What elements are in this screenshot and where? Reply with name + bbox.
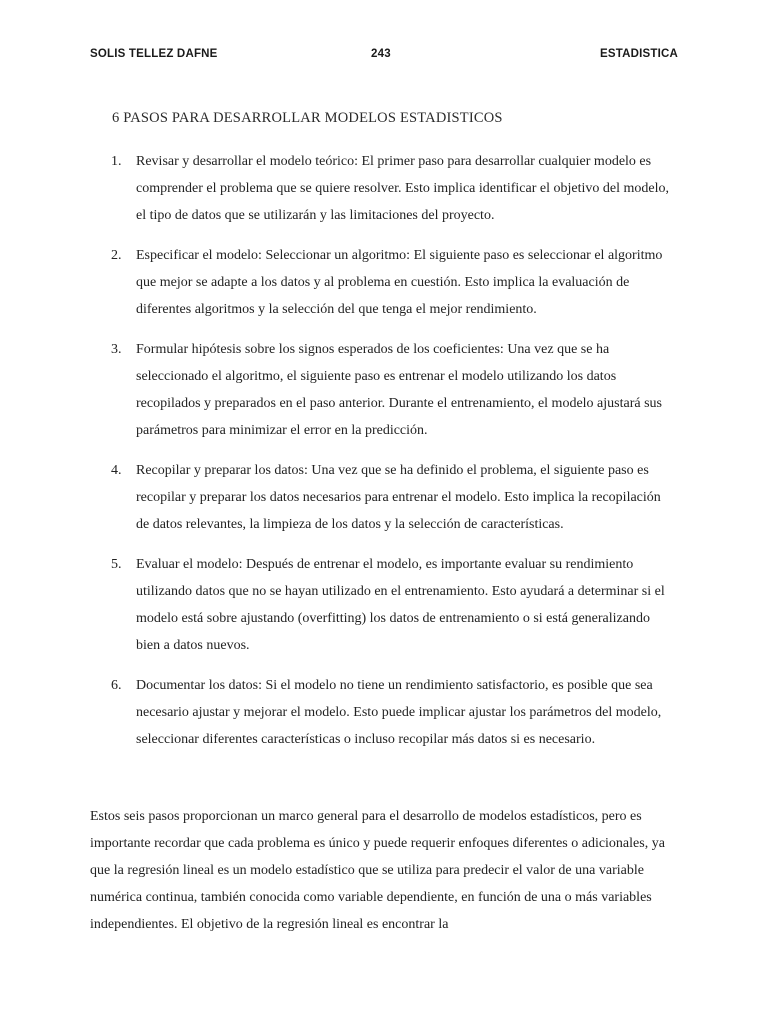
steps-list [0,148,768,766]
list-item-text: Documentar los datos: Si el modelo no tiene un rendimiento satisfactorio, es posible que sea necesario ajustar y mejorar el modelo. Esto puede implicar ajustar los parámetros del modelo, seleccionar diferentes características o incluso recopilar más datos si es necesario. [136,678,662,747]
list-item-step-2 [0,242,768,323]
list-item-step-4 [0,457,768,538]
list-item-text: Especificar el modelo: Seleccionar un algoritmo: El siguiente paso es seleccionar el algoritmo que mejor se adapte a los datos y al problema en cuestión. Esto implica la evaluación de diferentes algoritmos y la selección del que tenga el mejor rendimiento. [136,248,663,317]
list-item-text: Evaluar el modelo: Después de entrenar el modelo, es importante evaluar su rendimiento utilizando datos que no se hayan utilizado en el entrenamiento. Esto ayudará a determinar si el modelo está sobre ajustando (overfitting) los datos de entrenamiento o si está generalizando bien a datos nuevos. [136,557,665,653]
header-author: SOLIS TELLEZ DAFNE [90,48,218,60]
list-item-number: 2. [111,248,122,263]
list-item-step-1 [0,148,768,229]
closing-paragraph: Estos seis pasos proporcionan un marco general para el desarrollo de modelos estadísticos, pero es importante recordar que cada problema es único y puede requerir enfoques diferentes o adicionales, ya que la regresión lineal es un modelo estadístico que se utiliza para predecir el valor de una variable numérica continua, también conocida como variable dependiente, en función de una o más variables independientes. El objetivo de la regresión lineal es encontrar la [90,809,665,932]
list-item-number: 3. [111,342,122,357]
list-item-step-3 [0,336,768,444]
list-item-step-5 [0,551,768,659]
page-header [90,48,678,66]
list-item-text: Revisar y desarrollar el modelo teórico: El primer paso para desarrollar cualquier modelo es comprender el problema que se quiere resolver. Esto implica identificar el objetivo del modelo, el tipo de datos que se utilizarán y las limitaciones del proyecto. [136,154,669,223]
header-page-number: 243 [371,48,391,60]
list-item-number: 6. [111,678,122,693]
section-title: 6 PASOS PARA DESARROLLAR MODELOS ESTADISTICOS [112,110,503,126]
list-item-text: Formular hipótesis sobre los signos esperados de los coeficientes: Una vez que se ha seleccionado el algoritmo, el siguiente paso es entrenar el modelo utilizando los datos recopilados y preparados en el paso anterior. Durante el entrenamiento, el modelo ajustará sus parámetros para minimizar el error en la predicción. [136,342,662,438]
list-item-number: 5. [111,557,122,572]
list-item-text: Recopilar y preparar los datos: Una vez que se ha definido el problema, el siguiente paso es recopilar y preparar los datos necesarios para entrenar el modelo. Esto implica la recopilación de datos relevantes, la limpieza de los datos y la selección de características. [136,463,661,532]
list-item-step-6 [0,672,768,753]
list-item-number: 1. [111,154,122,169]
list-item-number: 4. [111,463,122,478]
header-subject: ESTADISTICA [599,48,678,60]
